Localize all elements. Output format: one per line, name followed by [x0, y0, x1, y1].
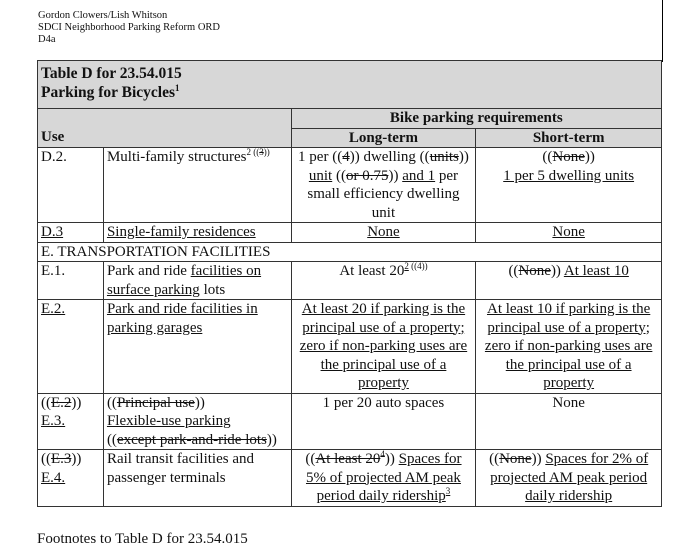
row-code [38, 450, 104, 507]
row-long-term: At least 20 if parking is the principal use of a property; zero if non-parking uses are the principal use of a property [291, 300, 476, 394]
use-text: Multi-family structures [106, 149, 247, 165]
footnotes-heading-clipped [37, 531, 337, 547]
text: )) dwelling (( [349, 149, 430, 165]
header-row-2 [38, 128, 662, 148]
deleted-text: units [429, 149, 459, 165]
added-text: E.4. [41, 469, 66, 486]
row-short-term [476, 450, 662, 507]
deleted-text: Principal use [116, 394, 195, 411]
text: )) [71, 451, 82, 467]
footnote-mark: 2 [246, 147, 251, 157]
text: )) [584, 149, 595, 165]
text: )) [531, 451, 546, 467]
text: lots [199, 281, 226, 298]
deleted-text: E.3 [51, 451, 72, 467]
header-row-1 [38, 109, 662, 129]
row-code [38, 393, 104, 450]
text: (( [106, 394, 117, 411]
long-term-header: Long-term [291, 128, 476, 148]
text: )) [550, 263, 564, 279]
margin-rule [662, 0, 663, 62]
row-code: E.2. [38, 300, 104, 394]
table-row [38, 148, 662, 223]
text: )) [194, 394, 205, 411]
deleted-text: E.2 [51, 394, 72, 411]
footnote-deleted: 3 [259, 147, 264, 157]
row-use [103, 393, 291, 450]
row-long-term: None [291, 223, 476, 243]
added-text: E.3. [41, 413, 66, 429]
footnote-close: )) [263, 147, 270, 157]
footnote-open: (( [251, 147, 260, 157]
text: 1 per (( [298, 149, 343, 165]
table-row [38, 223, 662, 243]
text: At least 20 [315, 451, 381, 467]
text: (( [508, 263, 519, 279]
deleted-text: or 0.75 [345, 167, 389, 184]
footnote-mark: 2 [404, 261, 409, 271]
use-header: Use [38, 128, 292, 148]
text: (( [305, 451, 316, 467]
row-code: D.2. [38, 148, 104, 223]
row-use [103, 262, 291, 300]
section-row [38, 242, 662, 262]
row-short-term [476, 262, 662, 300]
text: )) [388, 167, 403, 184]
added-text: facilities on surface parking [106, 263, 262, 298]
row-code: E.1. [38, 262, 104, 300]
title-footnote-mark: 1 [175, 82, 180, 93]
row-use [103, 148, 291, 223]
text: (( [41, 451, 51, 467]
title-line-1: Table D for 23.54.015 [41, 65, 182, 82]
deleted-text: None [518, 263, 551, 279]
deleted-text: None [552, 149, 585, 165]
footnote-mark: 4 [380, 449, 385, 459]
section-header: E. TRANSPORTATION FACILITIES [38, 242, 662, 262]
row-long-term [291, 148, 476, 223]
row-short-term [476, 148, 662, 223]
text: At least 20 [339, 263, 405, 279]
bike-parking-header: Bike parking requirements [291, 109, 661, 129]
row-long-term: 1 per 20 auto spaces [291, 393, 476, 450]
table-row [38, 450, 662, 507]
table-row [38, 393, 662, 450]
row-long-term [291, 450, 476, 507]
text: )) [458, 149, 469, 165]
use-header-top [38, 109, 292, 129]
table-row [38, 262, 662, 300]
added-text: Spaces for 2% of projected AM peak period daily ridership [490, 451, 649, 504]
added-text: Flexible-use parking [106, 413, 231, 429]
table-row [38, 300, 662, 394]
added-text: At least 10 [563, 263, 629, 279]
added-text: 1 per 5 dwelling units [503, 167, 635, 184]
footnote-old: ((4)) [408, 261, 428, 271]
short-term-header: Short-term [476, 128, 662, 148]
deleted-text: None [499, 451, 532, 467]
row-short-term: At least 10 if parking is the principal use of a property; zero if non-parking uses are the principal use of a property [476, 300, 662, 394]
title-line-2: Parking for Bicycles [41, 84, 176, 101]
row-long-term [291, 262, 476, 300]
added-text: and 1 [402, 167, 436, 184]
author-line: Gordon Clowers/Lish Whitson [38, 10, 168, 21]
text: )) [384, 451, 399, 467]
text: (( [332, 167, 346, 184]
row-use: Single-family residences [103, 223, 291, 243]
row-short-term: None [476, 393, 662, 450]
added-text: Spaces for 5% of projected AM peak period daily ridership [305, 451, 462, 504]
deleted-text: 4 [342, 149, 350, 165]
deleted-text [315, 451, 385, 467]
text: (( [106, 431, 117, 448]
text: )) [266, 431, 277, 448]
text: per small efficiency dwelling unit [307, 167, 460, 221]
version-line: D4a [38, 34, 56, 45]
added-text: unit [308, 167, 333, 184]
ordinance-line: SDCI Neighborhood Parking Reform ORD [38, 22, 220, 33]
text: )) [71, 394, 82, 411]
footnotes-heading: Footnotes to Table D for 23.54.015 [37, 531, 248, 547]
row-short-term: None [476, 223, 662, 243]
deleted-text: except park-and-ride lots [116, 431, 267, 448]
row-code: D.3 [38, 223, 104, 243]
row-use: Rail transit facilities and passenger terminals [103, 450, 291, 507]
bicycle-parking-table [37, 60, 662, 507]
footnote-mark: 3 [445, 486, 451, 496]
table-title [38, 61, 662, 109]
text: Park and ride [106, 263, 191, 279]
text: (( [489, 451, 500, 467]
text: (( [41, 394, 51, 411]
text: (( [542, 149, 553, 165]
row-use: Park and ride facilities in parking garages [103, 300, 291, 394]
document-header [38, 10, 220, 46]
